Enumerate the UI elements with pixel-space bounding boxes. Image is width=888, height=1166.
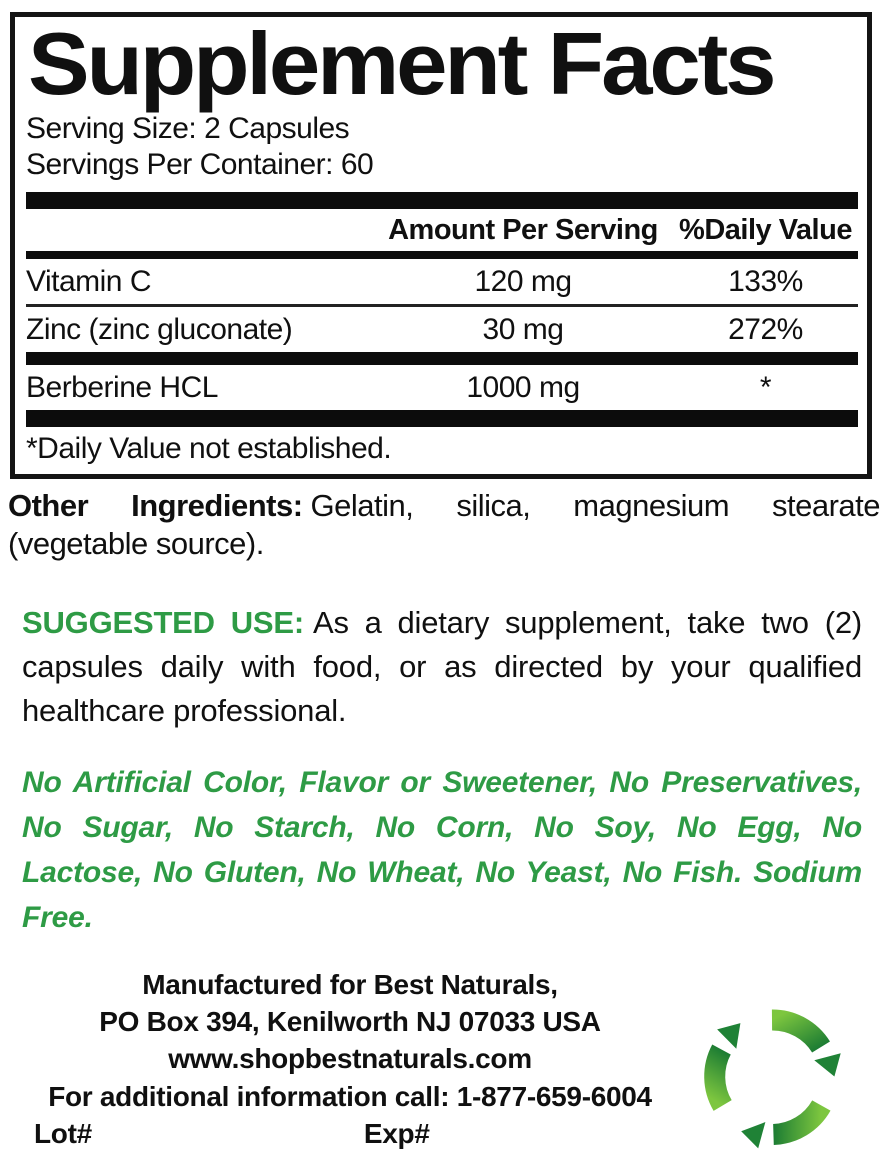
nutrient-amount: 1000 mg: [466, 370, 580, 404]
footer: [0, 966, 888, 1166]
serving-size: Serving Size: 2 Capsules: [26, 112, 350, 146]
supplement-facts-panel: [10, 12, 872, 479]
nutrient-daily-value: 133%: [728, 264, 803, 298]
other-ingredients-text: Gelatin, silica, magnesium stearate (vegetable source).: [8, 488, 881, 562]
daily-value-footnote: *Daily Value not established.: [26, 432, 392, 466]
nutrient-name: Vitamin C: [26, 264, 151, 298]
address-line: PO Box 394, Kenilworth NJ 07033 USA: [99, 1006, 601, 1038]
nutrient-name: Berberine HCL: [26, 370, 218, 404]
table-header-row: [26, 209, 858, 251]
divider-thick: [26, 410, 858, 427]
table-row: [26, 365, 858, 410]
suggested-use: [22, 601, 862, 733]
divider-medium: [26, 251, 858, 259]
other-ingredients: [8, 487, 880, 563]
divider-thick: [26, 192, 858, 209]
divider-thick: [26, 352, 858, 365]
exp-label: Exp#: [363, 1117, 430, 1149]
website-text: www.shopbestnaturals.com: [168, 1043, 532, 1075]
nutrient-amount: 120 mg: [474, 264, 572, 298]
suggested-use-text: As a dietary supplement, take two (2) capsules daily with food, or as directed by your qualified healthcare professional.: [22, 604, 862, 728]
daily-value-header: %Daily Value: [679, 213, 852, 246]
recycle-icon: [692, 1002, 852, 1152]
claims-text: No Artificial Color, Flavor or Sweetener, No Preservatives, No Sugar, No Starch, No Corn, No Soy, No Egg, No Lactose, No Gluten, No Wheat, No Yeast, No Fish. Sodium Free.: [22, 765, 862, 934]
panel-title: Supplement Facts: [28, 14, 774, 113]
amount-per-serving-header: Amount Per Serving: [388, 213, 658, 246]
nutrient-daily-value: 272%: [728, 312, 803, 346]
servings-per-container: Servings Per Container: 60: [26, 148, 374, 182]
lot-label: Lot#: [34, 1117, 92, 1149]
nutrient-amount: 30 mg: [482, 312, 564, 346]
nutrient-name: Zinc (zinc gluconate): [26, 312, 293, 346]
phone-line: For additional information call: 1-877-659-6004: [48, 1080, 652, 1112]
table-row: [26, 307, 858, 352]
other-ingredients-label: Other Ingredients:: [8, 488, 303, 524]
manufacturer-line: Manufactured for Best Naturals,: [142, 968, 558, 1000]
nutrient-daily-value: *: [759, 370, 772, 404]
footer-text-block: [0, 966, 700, 1115]
table-row: [26, 259, 858, 304]
supplement-label: [0, 12, 888, 1149]
suggested-use-label: SUGGESTED USE:: [22, 604, 304, 640]
